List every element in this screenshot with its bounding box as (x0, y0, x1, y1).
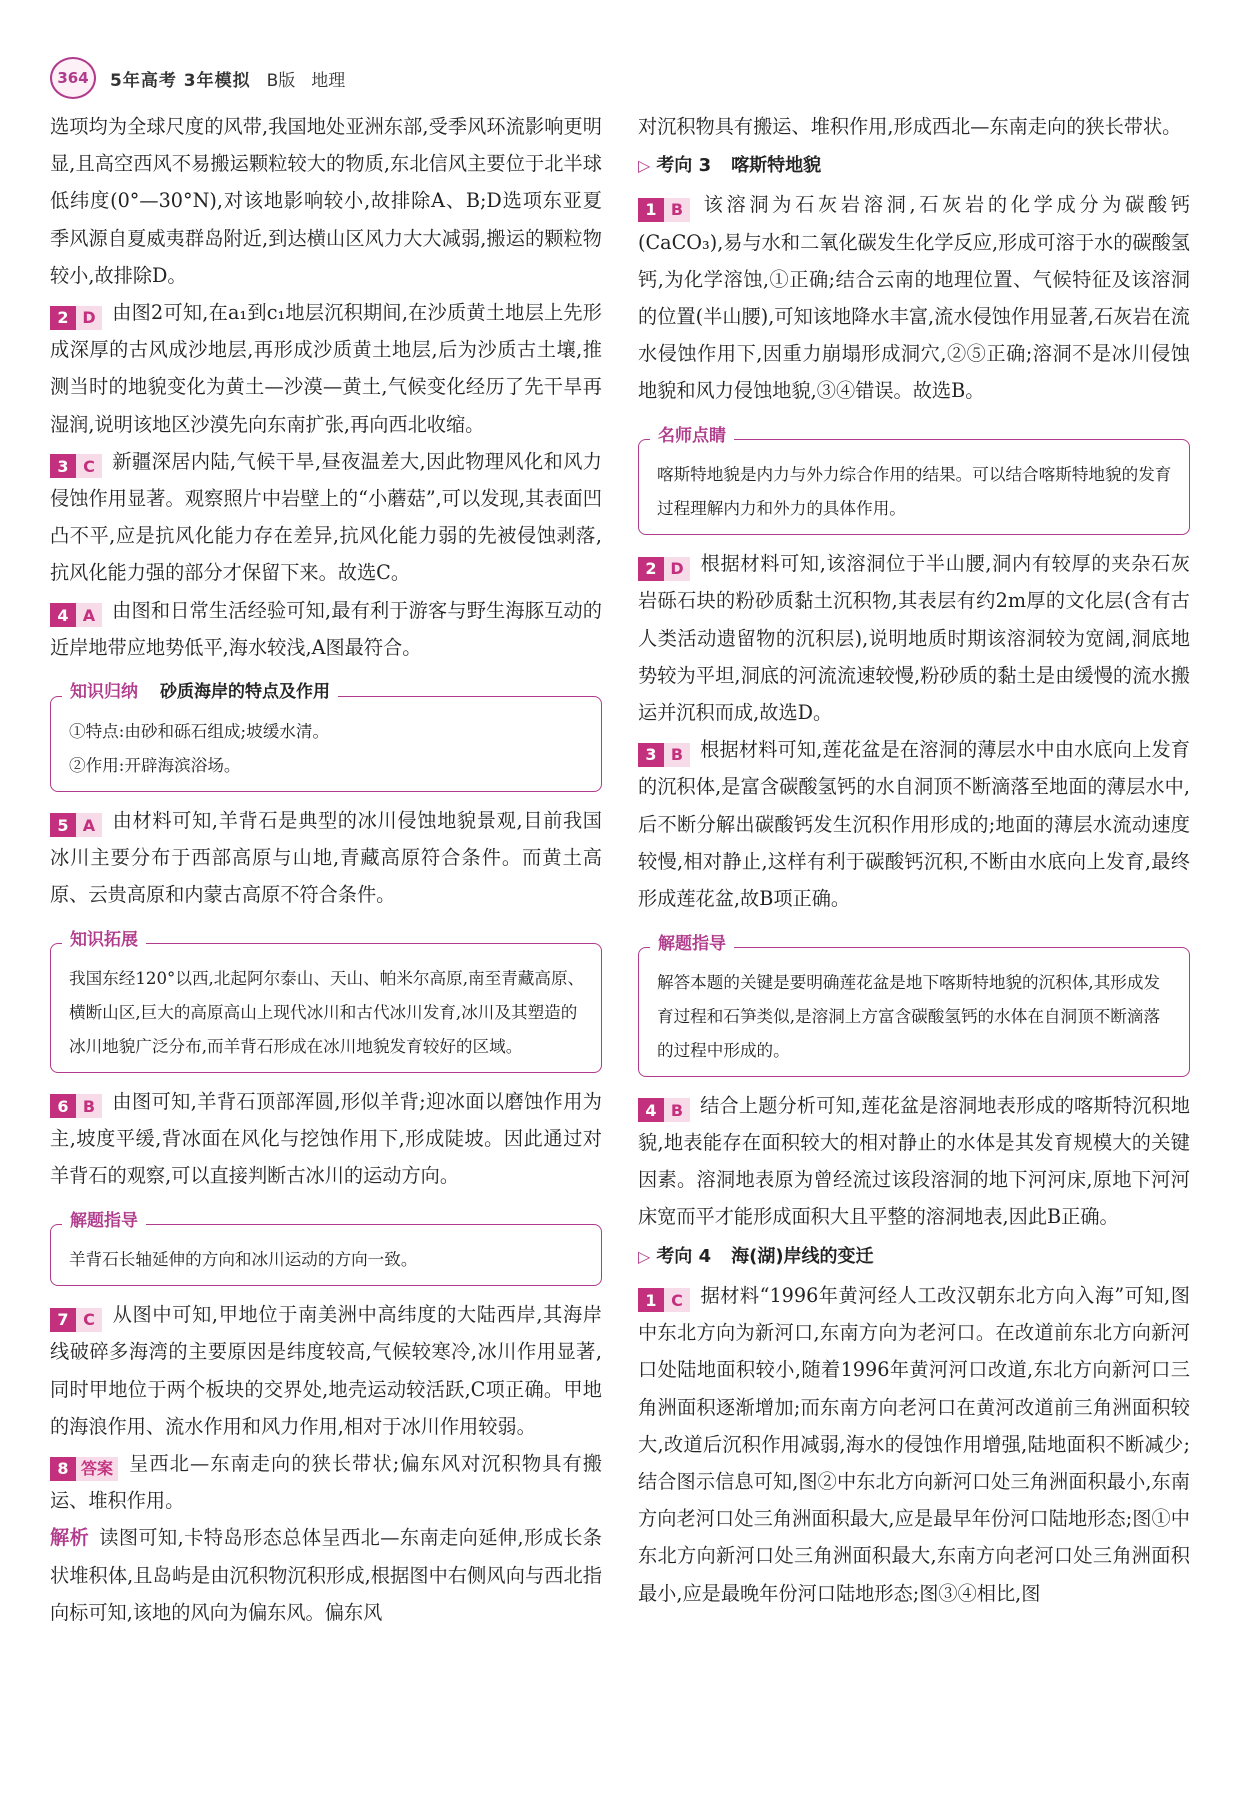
answer-item: 2 D 由图2可知,在a₁到c₁地层沉积期间,在沙质黄土地层上先形成深厚的古风成沙地层,再形成沙质黄土地层,后为沙质古土壤,推测当时的地貌变化为黄土—沙漠—黄土,气候变化经历了先干旱再湿润,说明该地区沙漠先向东南扩张,再向西北收缩。 (50, 301, 602, 436)
book-subject: 地理 (311, 70, 346, 91)
box-line: ②作用:开辟海滨浴场。 (69, 755, 241, 775)
answer-item: 3 B 根据材料可知,莲花盆是在溶洞的薄层水中由水底向上发育的沉积体,是富含碳酸氢钙的水自洞顶不断滴落至地面的薄层水中,后不断分解出碳酸钙发生沉积作用形成的;地面的薄层水流动速度较慢,相对静止,这样有利于碳酸钙沉积,不断由水底向上发育,最终形成莲花盆,故B项正确。 (638, 738, 1190, 911)
box-title: 知识归纳 砂质海岸的特点及作用 (62, 680, 338, 706)
answer-item: 3 C 新疆深居内陆,气候干旱,昼夜温差大,因此物理风化和风力侵蚀作用显著。观察照片中岩壁上的“小蘑菇”,可以发现,其表面凹凸不平,应是抗风化能力存在差异,抗风化能力弱的先被侵蚀剥落,抗风化能力强的部分才保留下来。故选C。 (50, 449, 602, 585)
answer-tag: 7 C (50, 1308, 102, 1332)
answer-tag: 1 B (638, 198, 690, 222)
box-line: ①特点:由砂和砾石组成;坡缓水清。 (69, 721, 330, 741)
answer-item: 5 A 由材料可知,羊背石是典型的冰川侵蚀地貌景观,目前我国冰川主要分布于西部高原与山地,青藏高原符合条件。而黄土高原、云贵高原和内蒙古高原不符合条件。 (50, 808, 602, 907)
knowledge-summary-box (50, 666, 602, 792)
answer-tag: 6 B (50, 1094, 102, 1118)
answer-item: 8 答案 呈西北—东南走向的狭长带状;偏东风对沉积物具有搬运、堆积作用。 (50, 1451, 602, 1513)
analysis-paragraph: 解析 读图可知,卡特岛形态总体呈西北—东南走向延伸,形成长条状堆积体,且岛屿是由沉积物沉积形成,根据图中右侧风向与西北指向标可知,该地的风向为偏东风。偏东风 (50, 1526, 602, 1624)
answer-item: 4 B 结合上题分析可知,莲花盆是溶洞地表形成的喀斯特沉积地貌,地表能存在面积较大的相对静止的水体是其发育规模大的关键因素。溶洞地表原为曾经流过该段溶洞的地下河河床,原地下河河床宽而平才能形成面积大且平整的溶洞地表,因此B正确。 (638, 1093, 1190, 1229)
right-column (638, 108, 1190, 1612)
page-header (50, 56, 345, 100)
answer-tag: 2 D (50, 306, 102, 330)
answer-tag: 3 C (50, 454, 102, 478)
teacher-tip-box (638, 410, 1190, 536)
section-heading: ▷ 考向 3 喀斯特地貌 (638, 147, 1190, 184)
triangle-icon: ▷ (638, 1246, 651, 1266)
box-title: 知识拓展 (62, 927, 146, 953)
analysis-label: 解析 (50, 1526, 90, 1550)
book-edition: B版 (266, 70, 296, 91)
paragraph: 选项均为全球尺度的风带,我国地处亚洲东部,受季风环流影响更明显,且高空西风不易搬运颗粒较大的物质,东北信风主要位于北半球低纬度(0°—30°N),对该地影响较小,故排除A、B;D选项东亚夏季风源自夏威夷群岛附近,到达横山区风力大大减弱,搬运的颗粒物较小,故排除D。 (50, 115, 602, 287)
page-number: 364 (50, 57, 96, 99)
solving-guide-box (638, 917, 1190, 1077)
left-column (50, 108, 602, 1631)
section-heading: ▷ 考向 4 海(湖)岸线的变迁 (638, 1238, 1190, 1275)
paragraph: 对沉积物具有搬运、堆积作用,形成西北—东南走向的狭长带状。 (638, 115, 1182, 138)
box-text: 解答本题的关键是要明确莲花盆是地下喀斯特地貌的沉积体,其形成发育过程和石笋类似,是溶洞上方富含碳酸氢钙的水体在自洞顶不断滴落的过程中形成的。 (657, 972, 1161, 1060)
answer-item: 7 C 从图中可知,甲地位于南美洲中高纬度的大陆西岸,其海岸线破碎多海湾的主要原因是纬度较高,气候较寒冷,冰川作用显著,同时甲地位于两个板块的交界处,地壳运动较活跃,C项正确。甲地的海浪作用、流水作用和风力作用,相对于冰川作用较弱。 (50, 1303, 602, 1438)
box-text: 我国东经120°以西,北起阿尔泰山、天山、帕米尔高原,南至青藏高原、横断山区,巨大的高原高山上现代冰川和古代冰川发育,冰川及其塑造的冰川地貌广泛分布,而羊背石形成在冰川地貌发育较好的区域。 (69, 968, 585, 1056)
box-title: 解题指导 (650, 931, 734, 957)
answer-item: 2 D 根据材料可知,该溶洞位于半山腰,洞内有较厚的夹杂石灰岩砾石块的粉砂质黏土沉积物,其表层有约2m厚的文化层(含有古人类活动遗留物的沉积层),说明地质时期该溶洞较为宽阔,洞底地势较为平坦,洞底的河流流速较慢,粉砂质的黏土是由缓慢的流水搬运并沉积而成,故选D。 (638, 552, 1190, 725)
answer-tag: 4 B (638, 1098, 690, 1122)
box-text: 羊背石长轴延伸的方向和冰川运动的方向一致。 (69, 1250, 418, 1270)
answer-tag: 2 D (638, 557, 690, 581)
answer-tag: 4 A (50, 603, 102, 627)
box-text: 喀斯特地貌是内力与外力综合作用的结果。可以结合喀斯特地貌的发育过程理解内力和外力的具体作用。 (657, 465, 1172, 519)
answer-item: 6 B 由图可知,羊背石顶部浑圆,形似羊背;迎冰面以磨蚀作用为主,坡度平缓,背冰面在风化与挖蚀作用下,形成陡坡。因此通过对羊背石的观察,可以直接判断古冰川的运动方向。 (50, 1089, 602, 1188)
triangle-icon: ▷ (638, 156, 651, 176)
solving-guide-box (50, 1194, 602, 1286)
answer-tag: 8 答案 (50, 1457, 118, 1481)
answer-tag: 3 B (638, 743, 690, 767)
answer-tag: 1 C (638, 1288, 690, 1312)
answer-item: 1 C 据材料“1996年黄河经人工改汉朝东北方向入海”可知,图中东北方向为新河口,东南方向为老河口。在改道前东北方向新河口处陆地面积较小,随着1996年黄河河口改道,东北方向新河口三角洲面积逐渐增加;而东南方向老河口在黄河改道前三角洲面积较大,改道后沉积作用减弱,海水的侵蚀作用增强,陆地面积不断减少;结合图示信息可知,图②中东北方向新河口处三角洲面积最小,东南方向老河口处三角洲面积最大,应是最早年份河口陆地形态;图①中东北方向新河口处三角洲面积最大,东南方向老河口处三角洲面积最小,应是最晚年份河口陆地形态;图③④相比,图 (638, 1283, 1190, 1605)
answer-item: 1 B 该溶洞为石灰岩溶洞,石灰岩的化学成分为碳酸钙(CaCO₃),易与水和二氧化碳发生化学反应,形成可溶于水的碳酸氢钙,为化学溶蚀,①正确;结合云南的地理位置、气候特征及该溶洞的位置(半山腰),可知该地降水丰富,流水侵蚀作用显著,石灰岩在流水侵蚀作用下,因重力崩塌形成洞穴,②⑤正确;溶洞不是冰川侵蚀地貌和风力侵蚀地貌,③④错误。故选B。 (638, 193, 1190, 403)
answer-item: 4 A 由图和日常生活经验可知,最有利于游客与野生海豚互动的近岸地带应地势低平,海水较浅,A图最符合。 (50, 598, 602, 659)
knowledge-extension-box (50, 913, 602, 1073)
answer-tag: 5 A (50, 813, 102, 837)
book-title: 5年高考 3年模拟 (110, 70, 251, 91)
box-title: 名师点睛 (650, 424, 734, 450)
box-title: 解题指导 (62, 1208, 146, 1234)
